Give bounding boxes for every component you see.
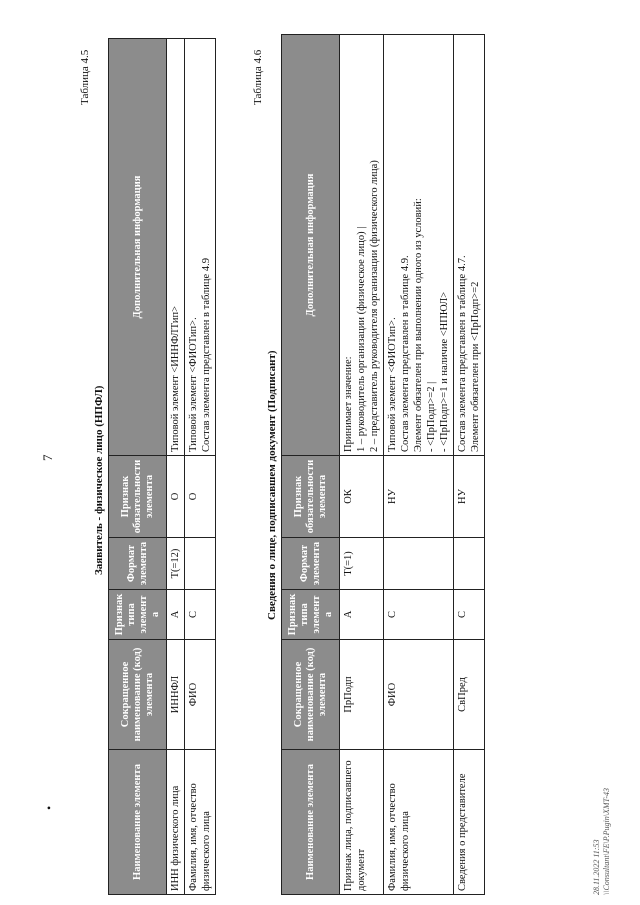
cell-info: Принимает значение: 1 – руководитель организации (физическое лицо) | 2 – представитель руководителя организации (физического лица): [340, 35, 384, 456]
table-caption-4-5: Заявитель - физическое лицо (НПФЛ): [93, 385, 105, 575]
header-cell: Признак обязательности элемента: [109, 456, 167, 538]
table-caption-4-6: Сведения о лице, подписавшем документ (Подписант): [266, 350, 278, 620]
table-row: [340, 35, 384, 895]
cell-type: С: [185, 590, 216, 640]
header-cell: Формат элемента: [282, 538, 340, 590]
cell-required: О: [167, 456, 185, 538]
table-4-6: [281, 34, 485, 895]
footer-date: 28.11.2022 11:53: [592, 839, 601, 895]
table-row: [167, 39, 185, 895]
cell-name: Фамилия, имя, отчество физического лица: [384, 750, 454, 895]
cell-name: ИНН физического лица: [167, 750, 185, 895]
cell-format: [454, 538, 485, 590]
cell-type: С: [384, 590, 454, 640]
cell-code: СвПред: [454, 640, 485, 750]
cell-code: ИННФЛ: [167, 640, 185, 750]
cell-info: Состав элемента представлен в таблице 4.7. Элемент обязателен при <ПрПодп>=2: [454, 35, 485, 456]
cell-required: ОК: [340, 456, 384, 538]
cell-required: НУ: [454, 456, 485, 538]
cell-format: [384, 538, 454, 590]
cell-name: Признак лица, подписавшего документ: [340, 750, 384, 895]
cell-info: Типовой элемент <ФИОТип>. Состав элемента представлен в таблице 4.9. Элемент обязателен при выполнении одного из условий: - <ПрПодп>=2 | - <ПрПодп>=1 и наличие <НПЮЛ>: [384, 35, 454, 456]
header-cell: Сокращенное наименование (код) элемента: [109, 640, 167, 750]
table-header-row: [282, 35, 340, 895]
cell-format: [185, 538, 216, 590]
table-row: [454, 35, 485, 895]
page-number: 7: [40, 454, 55, 461]
header-cell: Сокращенное наименование (код) элемента: [282, 640, 340, 750]
table-number-4-5: Таблица 4.5: [79, 49, 91, 105]
cell-code: ПрПодп: [340, 640, 384, 750]
cell-code: ФИО: [384, 640, 454, 750]
cell-type: С: [454, 590, 485, 640]
cell-code: ФИО: [185, 640, 216, 750]
cell-type: А: [340, 590, 384, 640]
cell-format: T(=1): [340, 538, 384, 590]
footer-stamp: [592, 788, 612, 895]
cell-required: НУ: [384, 456, 454, 538]
header-cell: Признак типа элемента: [282, 590, 340, 640]
header-cell: Дополнительная информация: [109, 39, 167, 456]
header-cell: Признак типа элемента: [109, 590, 167, 640]
cell-name: Фамилия, имя, отчество физического лица: [185, 750, 216, 895]
cell-name: Сведения о представителе: [454, 750, 485, 895]
header-cell: Наименование элемента: [282, 750, 340, 895]
header-cell: Признак обязательности элемента: [282, 456, 340, 538]
table-row: [185, 39, 216, 895]
footer-path: \\Consultant\FE\P.Pugin\XMT-43: [602, 787, 611, 895]
header-cell: Дополнительная информация: [282, 35, 340, 456]
header-cell: Формат элемента: [109, 538, 167, 590]
cell-type: А: [167, 590, 185, 640]
table-row: [384, 35, 454, 895]
cell-info: Типовой элемент <ФИОТип>. Состав элемента представлен в таблице 4.9: [185, 39, 216, 456]
table-header-row: [109, 39, 167, 895]
cell-required: О: [185, 456, 216, 538]
cell-info: Типовой элемент <ИННФЛТип>: [167, 39, 185, 456]
cell-format: T(=12): [167, 538, 185, 590]
table-4-5: [108, 38, 216, 895]
table-number-4-6: Таблица 4.6: [252, 49, 264, 105]
margin-mark: •: [42, 805, 56, 810]
header-cell: Наименование элемента: [109, 750, 167, 895]
